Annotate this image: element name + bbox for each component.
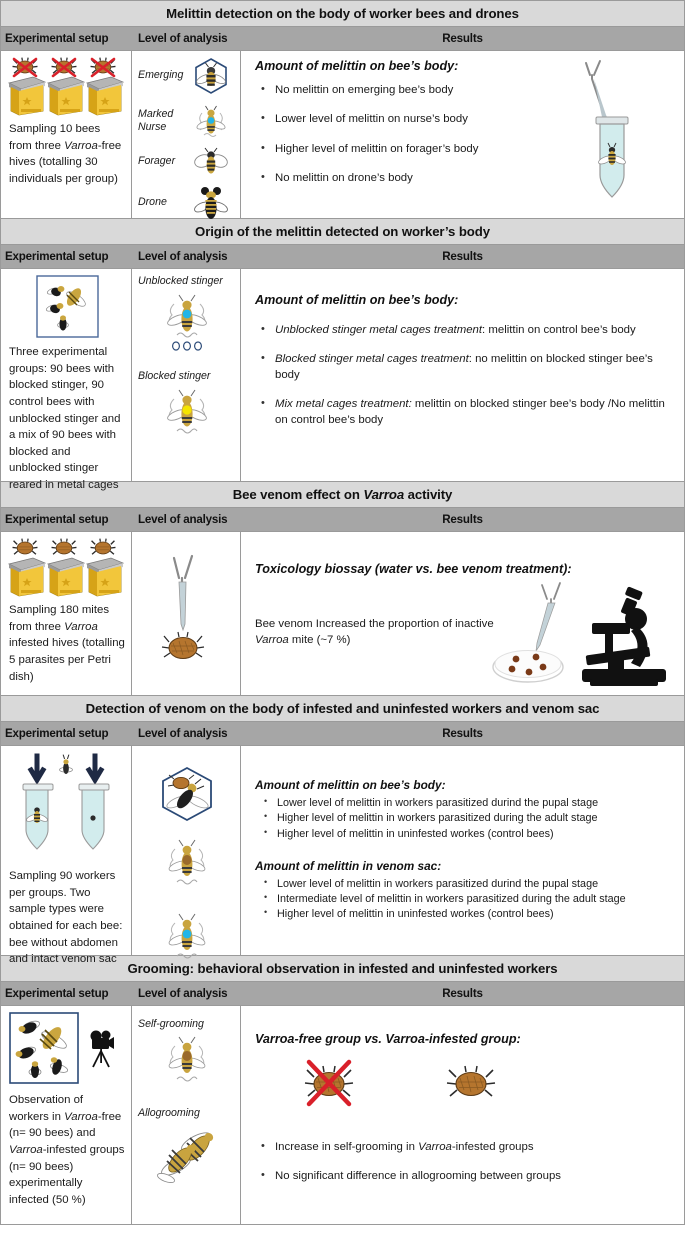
varroa-infested-hive-icon [9,539,45,596]
results-bullet: • Higher level of melittin in uninfested workes (control bees) [255,907,674,921]
tweezers-and-test-tube-icon [572,57,650,207]
drone-bee-icon [192,183,230,223]
column-header-row [1,245,684,269]
results-bullet [255,397,674,428]
setup-cell [1,532,132,695]
results-heading: Amount of melittin on bee’s body: [255,59,459,73]
column-header-row [1,722,684,746]
results-bullet: • Higher level of melittin in workers parasitized during the adult stage [255,811,674,825]
results-bullet: • Increase in self-grooming in Varroa-infested groups [255,1140,674,1155]
bullet-emphasis: Mix metal cages treatment: [275,398,412,411]
column-header-results: Results [442,250,483,263]
bee-cyan-mark-icon [192,101,230,141]
observation-box-with-camera-icon [9,1012,125,1086]
results-heading: Varroa-free group vs. Varroa-infested group: [255,1032,521,1046]
section-venom-detection-infested [0,696,685,966]
results-cell [241,532,684,695]
bullet-rest: : no melittin on blocked stinger bee’s body [275,353,653,381]
bee-yellow-mark-icon [138,385,236,443]
results-bullet [255,352,674,383]
column-header-level: Level of analysis [138,987,228,1000]
column-header-level: Level of analysis [138,513,228,526]
section-melittin-detection [0,0,685,219]
bullet-emphasis: Blocked stinger metal cages treatment [275,353,469,366]
level-cell [132,269,241,481]
section-venom-effect-varroa [0,482,685,696]
setup-text: Observation of workers in Varroa-free (n= 90 bees) and Varroa-infested groups (n= 90 bees) experimentally infected (50 %) [9,1094,125,1206]
bullet-rest: : melittin on control bee’s body [482,324,636,336]
varroa-free-hive-icon [48,58,84,115]
column-header-setup: Experimental setup [5,250,109,263]
level-label-allogrooming: Allogrooming [138,1107,200,1120]
section-title: Detection of venom on the body of infested and uninfested workers and venom sac [1,696,684,722]
varroa-free-hive-icon [9,58,45,115]
three-varroa-infested-hives-icon [9,538,125,596]
two-tubes-with-arrows-and-bee-icon [9,752,125,862]
level-label-unblocked-stinger: Unblocked stinger [138,275,223,287]
column-header-setup: Experimental setup [5,32,109,45]
level-label-self-grooming: Self-grooming [138,1018,204,1030]
level-cell [132,1006,241,1224]
results-cell [241,269,684,481]
bee-with-mite-icon [138,1033,236,1095]
setup-cell [1,269,132,492]
video-camera-icon [89,1027,115,1071]
setup-text: Sampling 10 bees from three Varroa-free hives (totalling 30 individuals per group) [9,123,122,185]
column-header-level: Level of analysis [138,32,228,45]
column-header-row [1,982,684,1006]
results-body-text: Bee venom Increased the proportion of inactive Varroa mite (~7 %) [255,618,494,647]
section-origin-of-melittin [0,219,685,492]
column-header-results: Results [442,987,483,1000]
results-heading-body: Amount of melittin on bee’s body: [255,778,446,792]
results-bullet [255,323,674,338]
section-title: Origin of the melittin detected on worker’s body [1,219,684,245]
section-title-emphasis: Varroa [363,487,405,502]
column-header-results: Results [442,513,483,526]
results-cell [241,1006,684,1224]
results-bullet: • Lower level of melittin in workers parasitized durind the pupal stage [255,796,674,810]
setup-text: Three experimental groups: 90 bees with blocked stinger, 90 control bees with unblocked stinger and a mix of 90 bees with blocked and unblocked stinger reared in metal cages [9,346,121,492]
results-bullet: • Higher level of melittin on forager’s body [255,142,674,157]
bee-cyan-mark-icon [138,910,236,970]
level-label-drone: Drone [138,196,167,209]
results-bullet: • No melittin on drone’s body [255,171,674,186]
level-cell [132,746,241,955]
three-varroa-free-hives-icon [9,57,125,115]
column-header-setup: Experimental setup [5,987,109,1000]
level-label-emerging: Emerging [138,69,184,82]
section-title: Melittin detection on the body of worker bees and drones [1,1,684,27]
level-cell [132,532,241,695]
results-heading-venom-sac: Amount of melittin in venom sac: [255,858,442,873]
bullet-rest: melittin on blocked stinger bee’s body /No melittin on control bee’s body [275,398,665,426]
mite-icon [443,1056,499,1110]
section-grooming-behaviour [0,956,685,1225]
results-heading: Toxicology biossay (water vs. bee venom treatment): [255,562,572,576]
column-header-setup: Experimental setup [5,513,109,526]
two-bees-grooming-icon [138,1122,236,1184]
hexagon-cell-bee-with-mite-icon [138,766,236,822]
bullet-emphasis: Unblocked stinger metal cages treatment [275,324,483,336]
setup-cell [1,51,132,218]
level-label-blocked-stinger: Blocked stinger [138,370,211,383]
results-bullet: • No significant difference in allogrooming between groups [255,1169,674,1184]
tweezers-and-mite-icon [138,552,236,672]
results-bullet: • Lower level of melittin on nurse’s body [255,112,674,127]
column-header-row [1,27,684,51]
setup-text: Sampling 90 workers per groups. Two sample types were obtained for each bee: bee without abdomen and intact venom sac [9,870,123,966]
bee-flying-icon [192,143,230,181]
column-header-row [1,508,684,532]
section-title: Bee venom effect on Varroa activity [1,482,684,508]
column-header-results: Results [442,727,483,740]
setup-text: Sampling 180 mites from three Varroa infested hives (totalling 5 parasites per Petri dish) [9,604,125,683]
petri-dish-tweezers-microscope-icon [486,579,676,691]
bee-cyan-mark-with-droplets-icon [138,290,236,362]
bee-with-mite-icon [138,836,236,896]
results-bullet-list [255,323,674,428]
results-bullet: • No melittin on emerging bee’s body [255,83,674,98]
section-title: Grooming: behavioral observation in infested and uninfested workers [1,956,684,982]
results-cell [241,746,684,955]
hexagon-cell-bee-icon [192,57,230,95]
crossed-mite-icon [301,1056,357,1110]
results-heading: Amount of melittin on bee’s body: [255,293,459,307]
column-header-results: Results [442,32,483,45]
varroa-infested-hive-icon [87,539,123,596]
results-bullet: • Intermediate level of melittin in workers parasitized during the adult stage [255,892,674,906]
cage-with-bees-icon [9,275,125,338]
results-cell [241,51,684,218]
level-label-marked-nurse: Marked Nurse [138,107,174,133]
column-header-level: Level of analysis [138,250,228,263]
setup-cell [1,746,132,966]
level-label-forager: Forager [138,155,176,168]
level-cell [132,51,241,218]
results-bullet-list [255,1140,674,1185]
varroa-free-hive-icon [87,58,123,115]
results-bullet-list-body [255,796,674,841]
results-bullet-list-venom-sac [255,877,674,922]
results-bullet: • Lower level of melittin in workers parasitized durind the pupal stage [255,877,674,891]
column-header-setup: Experimental setup [5,727,109,740]
setup-cell [1,1006,132,1224]
varroa-infested-hive-icon [48,539,84,596]
results-bullet: • Higher level of melittin in uninfested workes (control bees) [255,827,674,841]
column-header-level: Level of analysis [138,727,228,740]
